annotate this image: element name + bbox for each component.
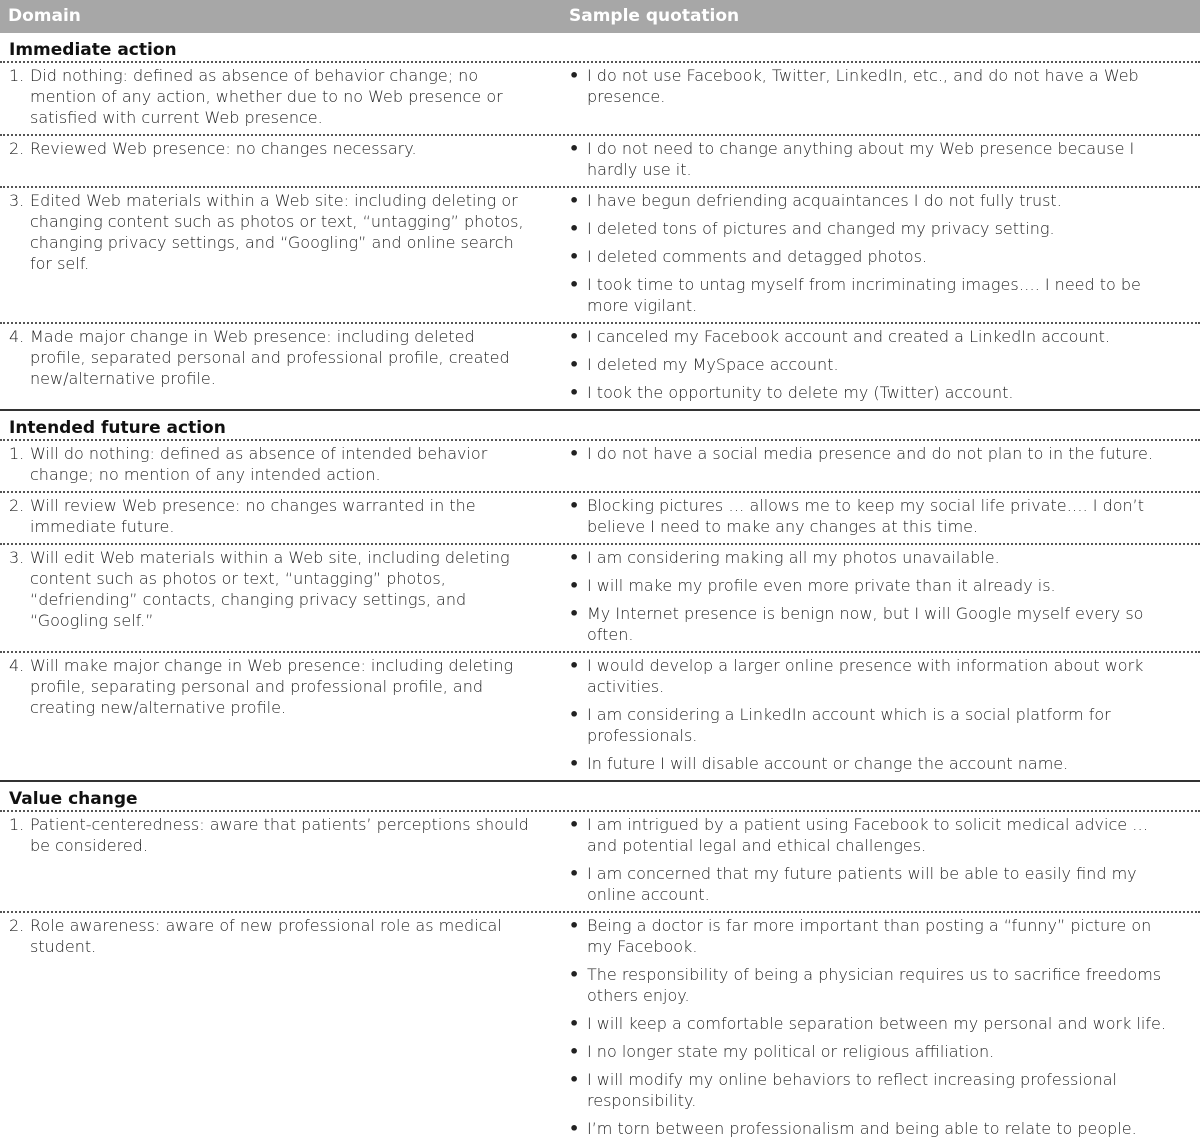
quotation-text: I will modify my online behaviors to reflect increasing professional responsibility. (587, 1070, 1117, 1110)
bullet-icon: • (569, 965, 580, 984)
header-domain: Domain (8, 6, 81, 26)
quotation-cell (569, 65, 1200, 128)
bullet-icon: • (569, 1070, 580, 1089)
list-item (569, 547, 1170, 568)
bullet-icon: • (569, 247, 580, 266)
domain-cell (0, 915, 569, 1139)
quotation-text: I do not need to change anything about my Web presence because I hardly use it. (587, 139, 1135, 179)
domain-number: 2. (9, 916, 25, 935)
domain-number: 4. (9, 327, 25, 346)
bullet-icon: • (569, 705, 580, 724)
quotation-text: I deleted my MySpace account. (587, 355, 839, 374)
list-item (569, 65, 1170, 107)
quotation-text: I canceled my Facebook account and created a LinkedIn account. (587, 327, 1111, 346)
domain-text: Will do nothing: defined as absence of intended behavior change; no mention of any intended action. (30, 444, 488, 484)
bullet-icon: • (569, 355, 580, 374)
list-item (569, 382, 1170, 403)
bullet-icon: • (569, 754, 580, 773)
table-row (0, 651, 1200, 780)
domain-number: 1. (9, 815, 25, 834)
quotation-text: I no longer state my political or religious affiliation. (587, 1042, 995, 1061)
bullet-icon: • (569, 815, 580, 834)
domain-number: 1. (9, 444, 25, 463)
list-item (569, 354, 1170, 375)
header-sample-quotation: Sample quotation (569, 6, 740, 26)
list-item (569, 218, 1170, 239)
quotation-text: My Internet presence is benign now, but I will Google myself every so often. (587, 604, 1144, 644)
section (0, 33, 1200, 409)
list-item (569, 863, 1170, 905)
domain-text: Did nothing: defined as absence of behavior change; no mention of any action, whether due to no Web presence or satisfied with current Web presence. (30, 66, 503, 127)
table-row (0, 186, 1200, 322)
bullet-icon: • (569, 219, 580, 238)
list-item (569, 1013, 1170, 1034)
quotation-text: I do not use Facebook, Twitter, LinkedIn, etc., and do not have a Web presence. (587, 66, 1139, 106)
domain-text: Reviewed Web presence: no changes necessary. (30, 139, 417, 158)
list-item (569, 964, 1170, 1006)
table-row (0, 61, 1200, 134)
domain-cell (0, 814, 569, 905)
quotation-text: I am concerned that my future patients will be able to easily find my online account. (587, 864, 1137, 904)
quotation-text: I took the opportunity to delete my (Twitter) account. (587, 383, 1014, 402)
bullet-icon: • (569, 1014, 580, 1033)
domain-text: Will edit Web materials within a Web site, including deleting content such as photos or text, “untagging” photos, “defriending” contacts, changing privacy settings, and “Googling self.” (30, 548, 510, 630)
quotation-text: I will keep a comfortable separation between my personal and work life. (587, 1014, 1166, 1033)
bullet-icon: • (569, 275, 580, 294)
domain-cell (0, 547, 569, 645)
quotation-text: I am considering a LinkedIn account which is a social platform for professionals. (587, 705, 1111, 745)
bullet-icon: • (569, 191, 580, 210)
quotation-cell (569, 814, 1200, 905)
quotation-cell (569, 547, 1200, 645)
list-item (569, 190, 1170, 211)
list-item (569, 753, 1170, 774)
quotation-text: I do not have a social media presence and do not plan to in the future. (587, 444, 1153, 463)
bullet-icon: • (569, 656, 580, 675)
quotation-cell (569, 326, 1200, 403)
table-row (0, 543, 1200, 651)
list-item (569, 814, 1170, 856)
table-header (0, 0, 1200, 33)
quotation-cell (569, 915, 1200, 1139)
bullet-icon: • (569, 1119, 580, 1138)
section-title: Value change (0, 780, 1200, 810)
quotation-text: I will make my profile even more private than it already is. (587, 576, 1056, 595)
domain-text: Role awareness: aware of new professional role as medical student. (30, 916, 502, 956)
list-item (569, 704, 1170, 746)
list-item (569, 603, 1170, 645)
quotation-text: In future I will disable account or change the account name. (587, 754, 1069, 773)
domain-number: 4. (9, 656, 25, 675)
bullet-icon: • (569, 1042, 580, 1061)
domain-number: 2. (9, 496, 25, 515)
domain-number: 1. (9, 66, 25, 85)
table-row (0, 134, 1200, 186)
quotation-text: I have begun defriending acquaintances I do not fully trust. (587, 191, 1062, 210)
domain-text: Patient-centeredness: aware that patients’ perceptions should be considered. (30, 815, 529, 855)
bullet-icon: • (569, 327, 580, 346)
domain-cell (0, 443, 569, 485)
section-title: Immediate action (9, 40, 177, 60)
quotation-cell (569, 655, 1200, 774)
quotation-text: I would develop a larger online presence with information about work activities. (587, 656, 1144, 696)
section (0, 780, 1200, 1145)
list-item (569, 274, 1170, 316)
list-item (569, 246, 1170, 267)
quotation-text: I deleted comments and detagged photos. (587, 247, 928, 266)
bullet-icon: • (569, 916, 580, 935)
quotation-text: I’m torn between professionalism and being able to relate to people. (587, 1119, 1137, 1138)
bullet-icon: • (569, 139, 580, 158)
table-row (0, 491, 1200, 543)
bullet-icon: • (569, 548, 580, 567)
list-item (569, 1069, 1170, 1111)
bullet-icon: • (569, 383, 580, 402)
quotation-text: I deleted tons of pictures and changed my privacy setting. (587, 219, 1055, 238)
list-item (569, 1118, 1170, 1139)
quotation-cell (569, 138, 1200, 180)
domain-text: Made major change in Web presence: including deleted profile, separated personal and professional profile, created new/alternative profile. (30, 327, 510, 388)
bullet-icon: • (569, 66, 580, 85)
quotation-text: I took time to untag myself from incriminating images…. I need to be more vigilant. (587, 275, 1141, 315)
domain-cell (0, 326, 569, 403)
section-title: Intended future action (0, 409, 1200, 439)
quotation-cell (569, 443, 1200, 485)
domain-cell (0, 655, 569, 774)
table-row (0, 911, 1200, 1145)
bullet-icon: • (569, 496, 580, 515)
bullet-icon: • (569, 444, 580, 463)
quotation-text: I am considering making all my photos unavailable. (587, 548, 1000, 567)
domain-number: 2. (9, 139, 25, 158)
domain-cell (0, 65, 569, 128)
domain-cell (0, 495, 569, 537)
quotation-cell (569, 495, 1200, 537)
quotation-text: The responsibility of being a physician requires us to sacrifice freedoms others enjoy. (587, 965, 1162, 1005)
domain-number: 3. (9, 191, 25, 210)
list-item (569, 575, 1170, 596)
list-item (569, 915, 1170, 957)
table-row (0, 439, 1200, 491)
bullet-icon: • (569, 604, 580, 623)
list-item (569, 495, 1170, 537)
list-item (569, 443, 1170, 464)
table-body (0, 33, 1200, 1145)
domain-text: Will make major change in Web presence: including deleting profile, separating personal and professional profile, and creating new/alternative profile. (30, 656, 514, 717)
list-item (569, 138, 1170, 180)
table-row (0, 322, 1200, 409)
quotation-text: I am intrigued by a patient using Facebook to solicit medical advice … and potential legal and ethical challenges. (587, 815, 1149, 855)
list-item (569, 326, 1170, 347)
domain-cell (0, 138, 569, 180)
bullet-icon: • (569, 576, 580, 595)
quotation-cell (569, 190, 1200, 316)
list-item (569, 655, 1170, 697)
quotation-text: Blocking pictures … allows me to keep my social life private…. I don’t believe I need to make any changes at this time. (587, 496, 1145, 536)
quotation-text: Being a doctor is far more important than posting a “funny” picture on my Facebook. (587, 916, 1152, 956)
list-item (569, 1041, 1170, 1062)
bullet-icon: • (569, 864, 580, 883)
table-row (0, 810, 1200, 911)
section (0, 409, 1200, 780)
domain-cell (0, 190, 569, 316)
domain-number: 3. (9, 548, 25, 567)
domain-text: Edited Web materials within a Web site: including deleting or changing content such as photos or text, “untagging” photos, changing privacy settings, and “Googling” and online search for self. (30, 191, 524, 273)
domain-text: Will review Web presence: no changes warranted in the immediate future. (30, 496, 476, 536)
